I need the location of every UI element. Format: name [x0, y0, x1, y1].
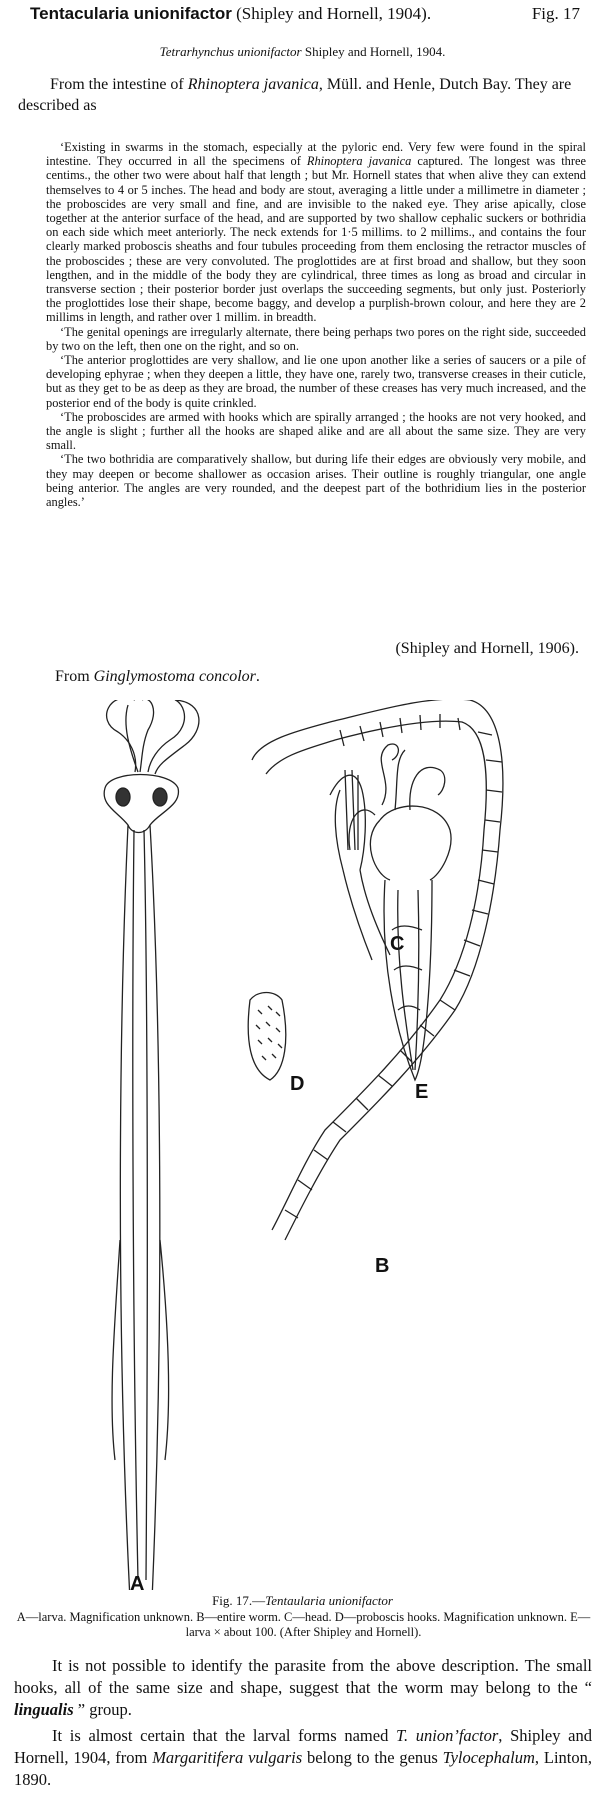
quote-paragraph-4: ‘The proboscides are armed with hooks which are spirally arranged ; the hooks are not very hooked, and the angle is slight ; further all the hooks are shaped alike and are all about the same size. They are very small.	[46, 409, 586, 453]
species-name: Tentacularia unionifactor	[30, 4, 232, 23]
quote-text: captured. The longest was three centims., the other two were about half that length ; but Mr. Hornell states that when alive they can extend themselves to 4 or 5 inches. The head and body are stout, averaging a little under a millimetre in diameter ; the proboscides are very small and fine, and are invisible to the naked eye. They arise apically, close together at the anterior surface of the head, and are supported by two shallow cephalic suckers or bothridia on each side which meet anteriorly. The neck extends for 1·5 millims. to 2 millims., and contains the four clearly marked proboscis sheaths and four tubules proceeding from them enclosing the retractor muscles of the proboscides ; these are very convoluted. The proglottides are at first broad and shallow, but they soon lengthen, and in the middle of the body they are cylindrical, three times as long as broad and circular in transverse section ; their posterior border just overlaps the succeeding segments, but only just. Posteriorly the proglottides lose their shape, become baggy, and develop a purplish-brown colour, and here they are 2 millims in length, and rather over 1 millim. in breadth.	[46, 154, 587, 325]
quote-paragraph-1	[46, 140, 586, 325]
citation: (Shipley and Hornell, 1906).	[395, 640, 579, 657]
intro-text: From the intestine of	[50, 76, 188, 93]
synonym-name: Tetrarhynchus unionifactor	[159, 44, 302, 59]
host-name: Rhinoptera javanica	[187, 76, 319, 93]
figure-caption-title	[0, 1593, 605, 1609]
paragraph-1	[14, 1655, 592, 1721]
text: ” group.	[73, 1700, 132, 1719]
entire-worm-b-drawing	[252, 700, 503, 1240]
quoted-description	[46, 140, 586, 509]
second-host-line	[55, 668, 260, 686]
larva-a-drawing	[104, 700, 199, 1590]
punctuation: .	[255, 668, 260, 685]
text: belong to the genus	[302, 1748, 443, 1767]
intro-paragraph	[18, 74, 588, 116]
label-c: C	[390, 933, 405, 955]
host-name: Ginglymostoma concolor	[93, 668, 256, 685]
synonym-line	[0, 44, 605, 60]
text: , Shipley and Hornell, 1904, from	[14, 1726, 592, 1767]
head-c-drawing	[330, 770, 390, 960]
paragraph-2	[14, 1725, 592, 1791]
species-name: T. union’factor	[396, 1726, 499, 1745]
text: , Linton, 1890.	[14, 1748, 592, 1789]
species-authority: (Shipley and Hornell, 1904).	[236, 4, 432, 23]
quote-paragraph-2: ‘The genital openings are irregularly alternate, there being perhaps two pores on the right side, succeeded by two on the left, then one on the right, and so on.	[46, 324, 586, 353]
figure-17-illustration	[0, 700, 605, 1590]
label-b: B	[375, 1255, 390, 1277]
text: It is not possible to identify the parasite from the above description. The small hooks, all of the same size and shape, suggest that the worm may belong to the “	[14, 1656, 592, 1697]
quote-text: ‘Existing in swarms in the stomach, especially at the pyloric end. Very few were found in the spiral intestine. They occurred in all the specimens of	[46, 140, 586, 169]
larva-e-drawing	[349, 744, 451, 1080]
from-text: From	[55, 668, 94, 685]
group-name: lingualis	[14, 1700, 74, 1719]
figure-reference: Fig. 17	[531, 4, 580, 23]
intro-text-end: , Müll. and Henle, Dutch Bay. They are described as	[18, 76, 572, 114]
quote-paragraph-3: ‘The anterior proglottides are very shallow, and lie one upon another like a series of saucers or a pile of developing ephyrae ; when they deepen a little, they have one, rarely two, transverse creases in their cuticle, but as they get to be as deep as they are broad, the number of these creases has very much increased, and the posterior end of the body is quite crinkled.	[46, 353, 586, 410]
page-title	[30, 4, 580, 24]
label-e: E	[415, 1081, 429, 1103]
text: It is almost certain that the larval forms named	[52, 1726, 397, 1745]
caption-prefix: Fig. 17.—	[212, 1593, 266, 1608]
synonym-authority: Shipley and Hornell, 1904.	[304, 44, 446, 59]
genus-name: Tylocephalum	[442, 1748, 535, 1767]
quote-paragraph-5: ‘The two bothridia are comparatively shallow, but during life their edges are obviously very mobile, and they may deepen or become shallower as occasion arises. Their outline is roughly triangular, one angle being anterior. The angles are very rounded, and the deepest part of the bothridium lies in the posterior angles.’	[46, 452, 586, 510]
host-name: Rhinoptera javanica	[306, 154, 412, 169]
proboscis-hooks-d-drawing	[248, 993, 286, 1081]
caption-species: Tentaularia unionifactor	[265, 1593, 393, 1608]
label-d: D	[290, 1073, 305, 1095]
figure-caption-body: A—larva. Magnification unknown. B—entire worm. C—head. D—proboscis hooks. Magnification unknown. E—larva × about 100. (After Shipley and Hornell).	[16, 1610, 591, 1639]
label-a: A	[130, 1573, 145, 1590]
host-name: Margaritifera vulgaris	[152, 1748, 303, 1767]
